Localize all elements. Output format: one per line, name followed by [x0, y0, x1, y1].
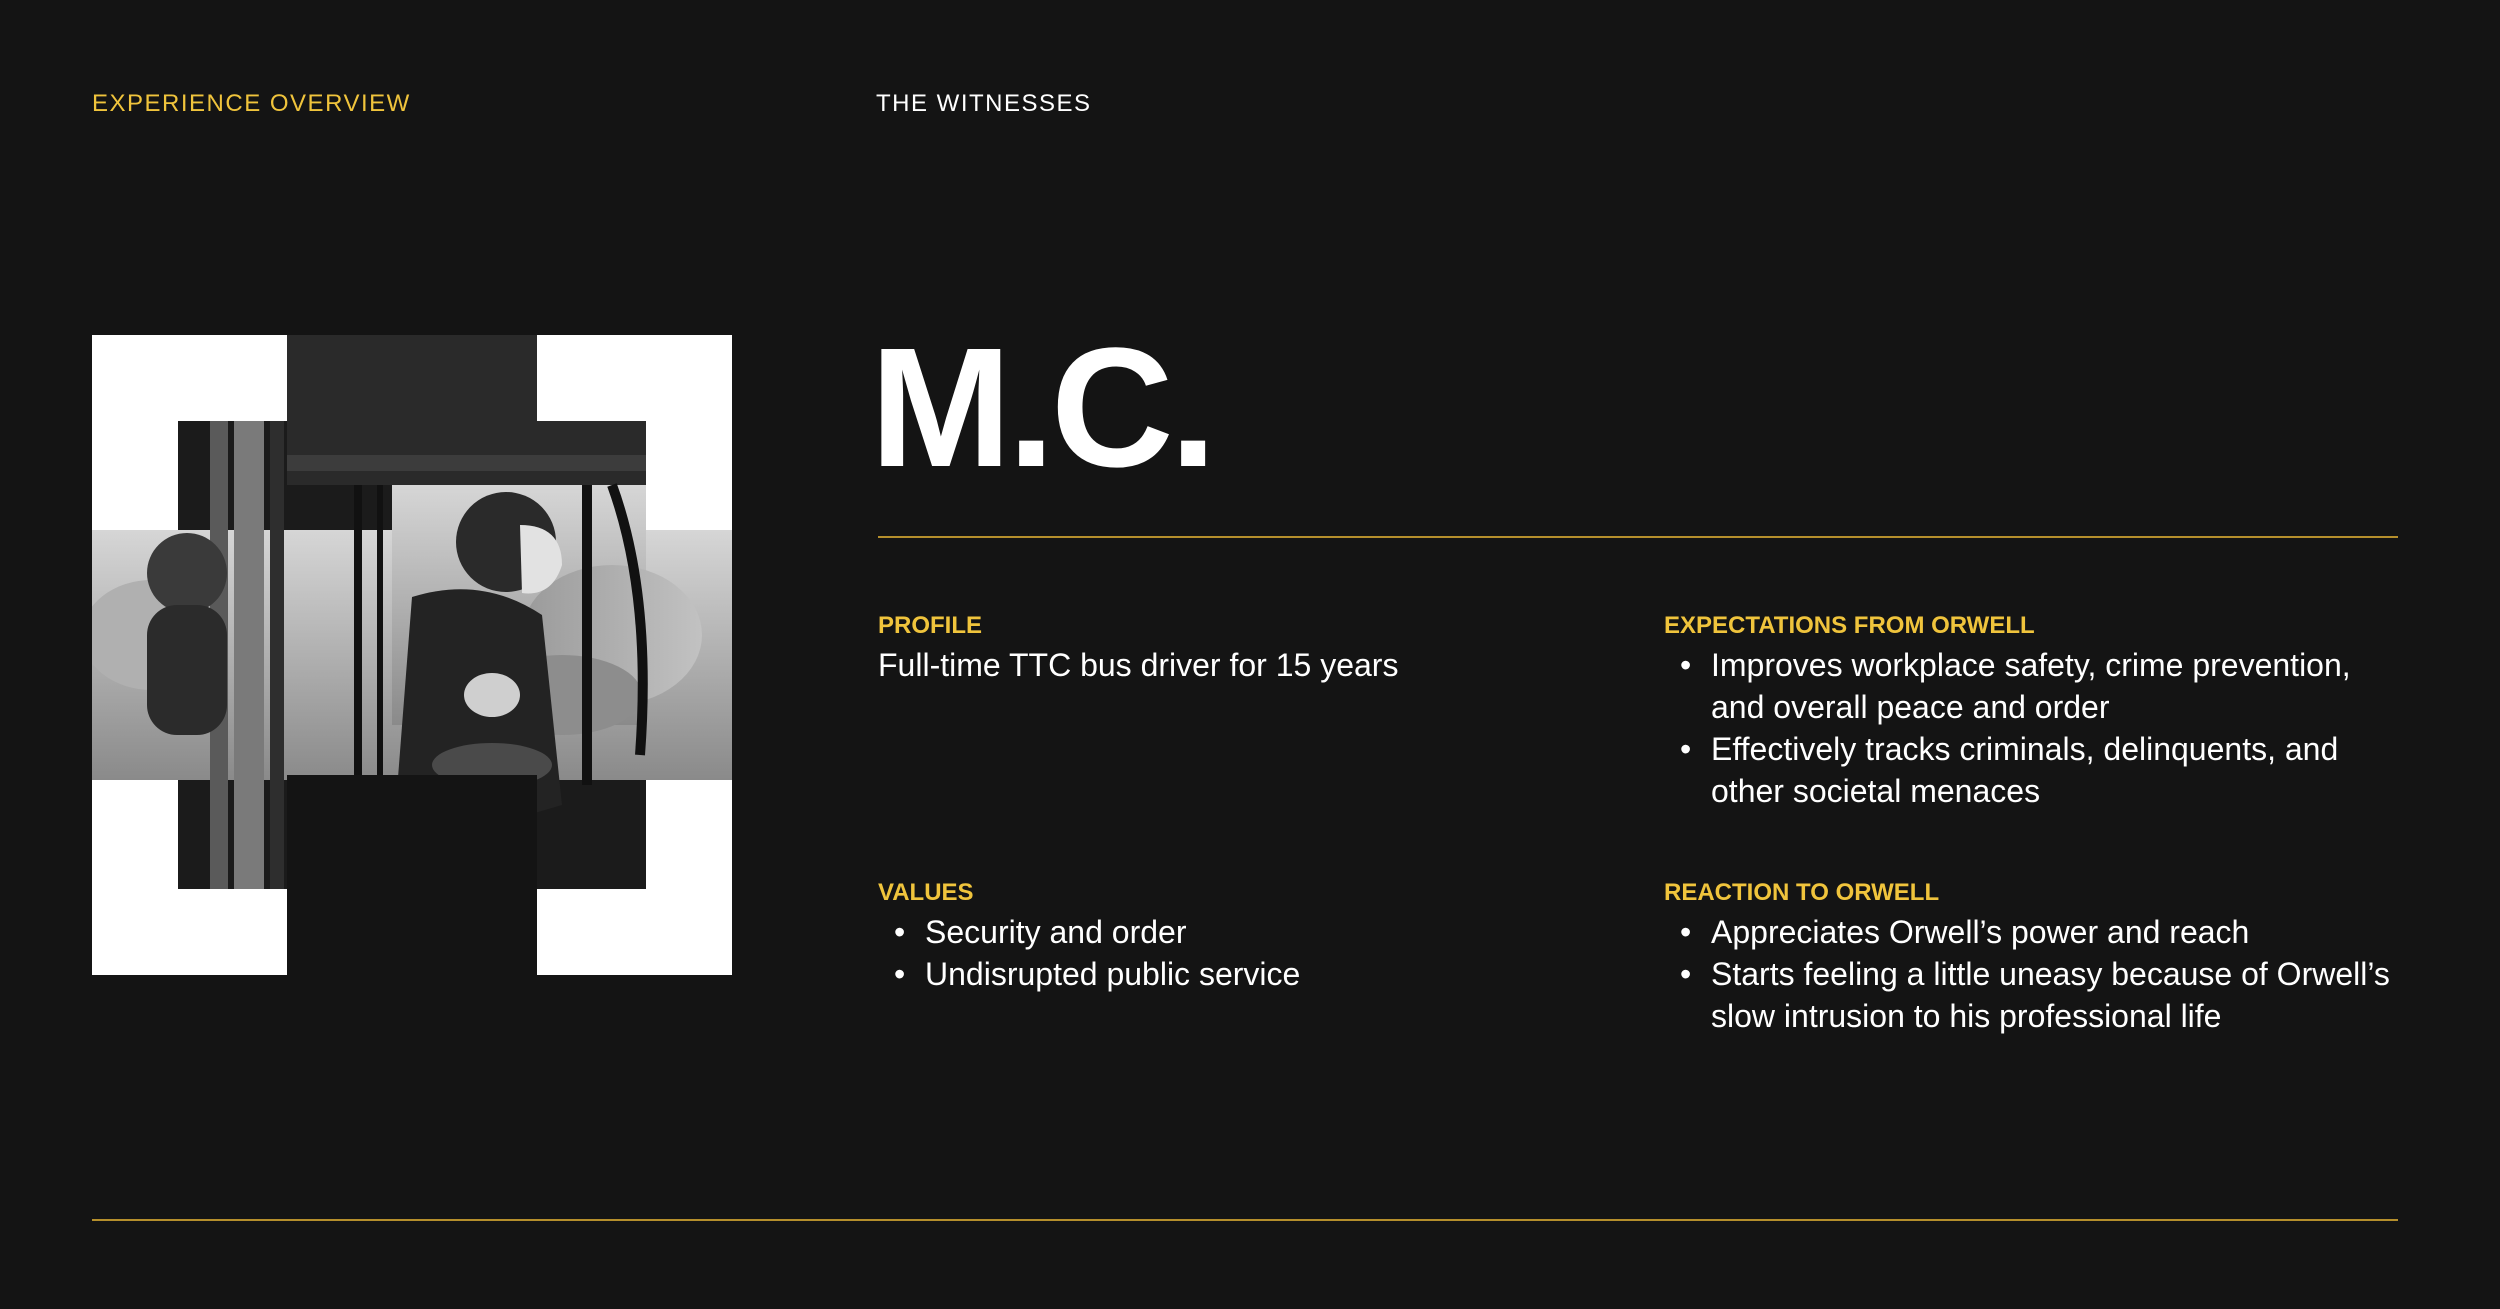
reaction-section: [1664, 877, 2404, 1037]
list-item-text: Improves workplace safety, crime prevention, and overall peace and order: [1711, 647, 2351, 725]
list-item: • Appreciates Orwell’s power and reach: [1680, 914, 2250, 950]
list-item-text: Starts feeling a little uneasy because of Orwell’s slow intrusion to his professional life: [1711, 956, 2390, 1034]
values-label: VALUES: [878, 879, 974, 906]
bottom-divider: [92, 1219, 2398, 1221]
list-item: • Starts feeling a little uneasy because of Orwell’s slow intrusion to his professional life: [1680, 956, 2390, 1034]
list-item: • Improves workplace safety, crime prevention, and overall peace and order: [1680, 647, 2351, 725]
expectations-list: [1664, 644, 2404, 812]
expectations-label: EXPECTATIONS FROM ORWELL: [1664, 612, 2035, 639]
list-item: • Security and order: [894, 914, 1187, 950]
page-label: THE WITNESSES: [876, 90, 1092, 117]
list-item-text: Appreciates Orwell’s power and reach: [1711, 914, 2250, 950]
profile-text: Full-time TTC bus driver for 15 years: [878, 647, 1399, 683]
expectations-section: [1664, 610, 2404, 812]
persona-name: M.C.: [870, 313, 1213, 503]
reaction-label: REACTION TO ORWELL: [1664, 879, 1940, 906]
reaction-list: [1664, 911, 2404, 1037]
values-section: [878, 877, 1598, 995]
values-list: [878, 911, 1598, 995]
list-item: • Effectively tracks criminals, delinquents, and other societal menaces: [1680, 731, 2339, 809]
section-label: EXPERIENCE OVERVIEW: [92, 90, 411, 117]
list-item-text: Security and order: [925, 914, 1187, 950]
list-item-text: Effectively tracks criminals, delinquents, and other societal menaces: [1711, 731, 2339, 809]
list-item: • Undisrupted public service: [894, 956, 1301, 992]
profile-section: [878, 610, 1598, 686]
top-divider: [878, 536, 2398, 538]
persona-photo: [92, 335, 732, 975]
list-item-text: Undisrupted public service: [925, 956, 1301, 992]
profile-label: PROFILE: [878, 612, 983, 639]
